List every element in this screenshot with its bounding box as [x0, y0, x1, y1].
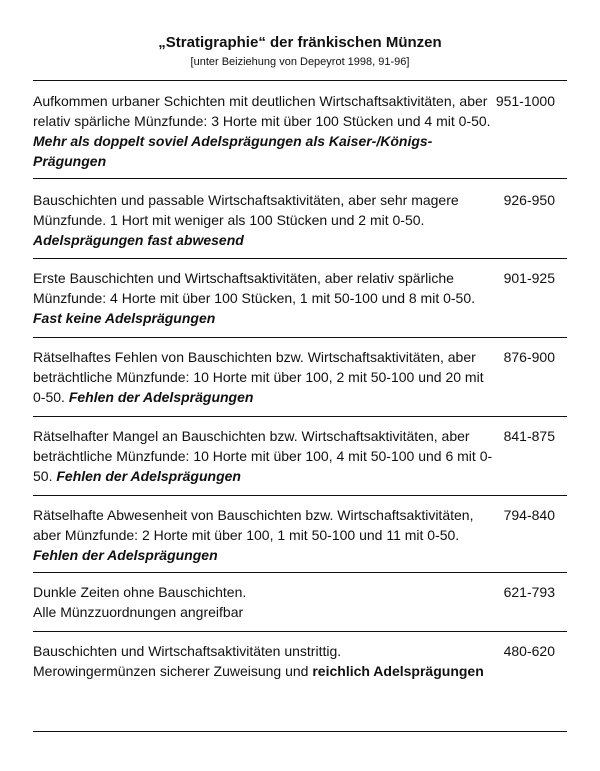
stratum-emphasis: Adelsprägungen fast abwesend [33, 232, 244, 248]
divider-line [33, 572, 567, 573]
stratum-description [33, 190, 498, 250]
stratum-emphasis: reichlich Adelsprägungen [312, 663, 484, 679]
divider-line [33, 258, 567, 259]
divider-line [33, 178, 567, 179]
stratum-text: Rätselhafter Mangel an Bauschichten bzw. Wirtschaftsaktivitäten, aber beträchtliche Münzfunde: 10 Horte mit über 100, 4 mit 50-100 und 6 mit 0-50. [33, 428, 493, 484]
stratum-text: Alle Münzzuordnungen angreifbar [33, 604, 244, 620]
divider-line [33, 631, 567, 632]
stratum-emphasis: Fehlen der Adelsprägungen [33, 547, 218, 563]
stratum-emphasis: Fehlen der Adelsprägungen [56, 468, 241, 484]
stratum-emphasis: Fehlen der Adelsprägungen [68, 389, 254, 405]
stratum-text: Rätselhafte Abwesenheit von Bauschichten bzw. Wirtschaftsaktivitäten, aber Münzfunde: 2 Horte mit über 100, 1 mit 50-100 und 11 mit 0-50. [33, 507, 474, 543]
stratum-description [33, 582, 498, 622]
stratum-text: Aufkommen urbaner Schichten mit deutlichen Wirtschaftsaktivitäten, aber relativ spärliche Münzfunde: 3 Horte mit über 100 Stücken und 4 mit 0-50. [33, 93, 491, 129]
stratum-description [33, 268, 498, 328]
stratum-text: Bauschichten und Wirtschaftsaktivitäten unstrittig. [33, 643, 342, 659]
divider-line [33, 731, 567, 732]
stratum-date-range: 876-900 [503, 349, 555, 365]
divider-line [33, 337, 567, 338]
stratum-date-range: 901-925 [503, 270, 555, 286]
stratum-description [33, 641, 498, 681]
stratum-description [33, 505, 498, 565]
stratum-emphasis: Fast keine Adelsprägungen [33, 310, 216, 326]
stratum-text: Rätselhaftes Fehlen von Bauschichten bzw. Wirtschaftsaktivitäten, aber beträchtliche Münzfunde: 10 Horte mit über 100, 2 mit 50-100 und 20 mit 0-50. [33, 349, 484, 405]
stratum-date-range: 951-1000 [495, 93, 555, 109]
stratum-date-range: 794-840 [503, 507, 555, 523]
stratum-text: Erste Bauschichten und Wirtschaftsaktivitäten, aber relativ spärliche Münzfunde: 4 Horte mit über 100 Stücken, 1 mit 50-100 und 8 mit 0-50. [33, 270, 476, 306]
stratum-description [33, 426, 498, 486]
stratum-date-range: 926-950 [503, 192, 555, 208]
divider-line [33, 80, 567, 81]
divider-line [33, 416, 567, 417]
stratum-date-range: 841-875 [503, 428, 555, 444]
document-title: „Stratigraphie“ der fränkischen Münzen [158, 34, 442, 51]
stratum-date-range: 621-793 [503, 584, 555, 600]
stratum-description [33, 347, 498, 407]
stratum-text: Dunkle Zeiten ohne Bauschichten. [33, 584, 247, 600]
stratum-description [33, 91, 498, 171]
stratum-text: Merowingermünzen sicherer Zuweisung und [33, 663, 313, 679]
document-subtitle: [unter Beiziehung von Depeyrot 1998, 91-96] [190, 56, 410, 68]
stratum-emphasis: Mehr als doppelt soviel Adelsprägungen als Kaiser-/Königs-Prägungen [33, 133, 433, 169]
stratum-text: Bauschichten und passable Wirtschaftsaktivitäten, aber sehr magere Münzfunde. 1 Hort mit weniger als 100 Stücken und 2 mit 0-50. [33, 192, 459, 228]
stratum-date-range: 480-620 [503, 643, 555, 659]
divider-line [33, 495, 567, 496]
